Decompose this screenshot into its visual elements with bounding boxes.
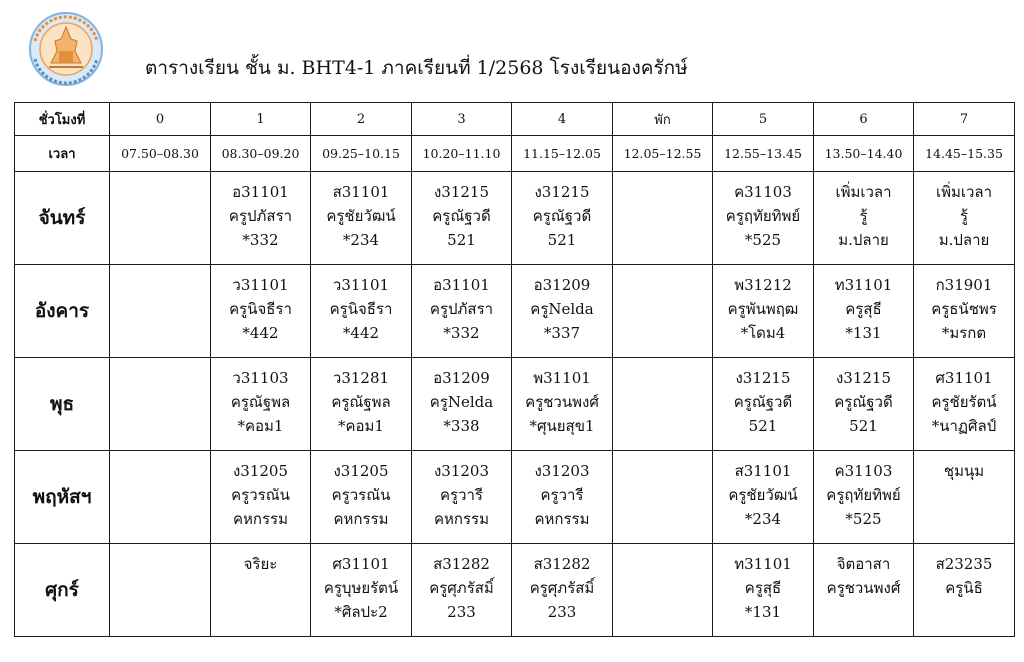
time-slot: 13.50–14.40 (814, 136, 914, 172)
subject-code: ว31101 (232, 276, 289, 294)
cell-content (211, 265, 310, 345)
teacher-name: ครูฤทัยทิพย์ (826, 486, 901, 504)
subject-code: ง31203 (433, 462, 490, 480)
period-number: 4 (512, 103, 613, 136)
subject-code: อ31101 (232, 183, 289, 201)
time-row (15, 136, 1015, 172)
cell-content (110, 172, 210, 180)
subject-code: ค31103 (734, 183, 792, 201)
timetable-cell (110, 544, 211, 637)
day-name: อังคาร (15, 265, 110, 358)
subject-code: อ31101 (433, 276, 490, 294)
timetable-cell (914, 451, 1015, 544)
period-number: 0 (110, 103, 211, 136)
time-slot: 08.30–09.20 (211, 136, 311, 172)
timetable-cell (814, 172, 914, 265)
cell-content (814, 544, 913, 600)
timetable-cell (814, 358, 914, 451)
room-number: *337 (543, 324, 581, 342)
room-number: *131 (744, 603, 782, 621)
room-number: *332 (242, 231, 279, 249)
subject-code: ก31901 (935, 276, 993, 294)
timetable-cell (311, 544, 412, 637)
cell-content (110, 265, 210, 273)
subject-code: ง31205 (232, 462, 289, 480)
teacher-name: ครูวรณัน (331, 486, 391, 504)
subject-code: จริยะ (243, 555, 278, 573)
time-slot: 09.25–10.15 (311, 136, 412, 172)
period-number: 7 (914, 103, 1015, 136)
timetable-cell (110, 358, 211, 451)
room-number: 521 (849, 417, 878, 435)
room-number: 521 (547, 231, 577, 249)
time-slot: 12.05–12.55 (613, 136, 713, 172)
timetable-cell (110, 265, 211, 358)
teacher-name: ครูณัฐวดี (733, 393, 793, 411)
timetable-cell (814, 265, 914, 358)
timetable-cell (713, 544, 814, 637)
teacher-name: ครูฤทัยทิพย์ (725, 207, 801, 225)
cell-content (211, 451, 310, 531)
cell-content (613, 358, 712, 366)
period-label: ชั่วโมงที่ (15, 103, 110, 136)
cell-content (613, 451, 712, 459)
timetable-cell (412, 451, 512, 544)
timetable-cell (311, 265, 412, 358)
room-number: *234 (342, 231, 380, 249)
room-number: *338 (443, 417, 480, 435)
timetable-cell (713, 265, 814, 358)
subject-code: ว31101 (332, 276, 390, 294)
room-number: 233 (447, 603, 476, 621)
timetable-cell (412, 265, 512, 358)
teacher-name: ครูนิจธีรา (329, 300, 393, 318)
subject-code: เพิ่มเวลา (935, 183, 993, 201)
room-number: คหกรรม (433, 510, 489, 528)
cell-content (713, 451, 813, 531)
room-number: *525 (744, 231, 782, 249)
cell-content (110, 544, 210, 552)
teacher-name: ครูนิจธีรา (229, 300, 292, 318)
subject-code: พ31212 (734, 276, 792, 294)
cell-content (713, 358, 813, 438)
subject-code: ชุมนุม (943, 462, 985, 480)
cell-content (914, 544, 1014, 600)
timetable-cell (914, 544, 1015, 637)
subject-code: ว31103 (232, 369, 289, 387)
subject-code: ง31215 (433, 183, 490, 201)
timetable-cell (814, 451, 914, 544)
timetable-cell (211, 451, 311, 544)
cell-content (613, 172, 712, 180)
day-row (15, 172, 1015, 265)
subject-code: ง31215 (835, 369, 892, 387)
teacher-name: ครูปภัสรา (228, 207, 293, 225)
room-number: ม.ปลาย (938, 231, 990, 249)
room-number: *ศิลปะ2 (334, 603, 388, 621)
cell-content (311, 451, 411, 531)
room-number: *442 (242, 324, 279, 342)
subject-code: ท31101 (834, 276, 893, 294)
teacher-name: ครูณัฐวดี (834, 393, 893, 411)
timetable-cell (110, 172, 211, 265)
cell-content (311, 265, 411, 345)
subject-code: ส23235 (935, 555, 993, 573)
room-number: *332 (443, 324, 480, 342)
cell-content (311, 358, 411, 438)
timetable-cell (412, 544, 512, 637)
subject-code: ง31203 (534, 462, 590, 480)
teacher-name: ครูณัฐวดี (532, 207, 592, 225)
subject-code: อ31209 (433, 369, 490, 387)
timetable-cell (914, 172, 1015, 265)
cell-content (110, 358, 210, 366)
timetable-cell (412, 358, 512, 451)
timetable-cell (914, 358, 1015, 451)
cell-content (914, 265, 1014, 345)
time-slot: 07.50–08.30 (110, 136, 211, 172)
teacher-name: ครูศุภรัสมิ์ (429, 579, 494, 597)
timetable-cell (211, 265, 311, 358)
subject-code: ส31282 (433, 555, 490, 573)
time-slot: 10.20–11.10 (412, 136, 512, 172)
teacher-name: ครูวารี (440, 486, 483, 504)
subject-code: พ31101 (533, 369, 591, 387)
school-emblem-icon (21, 11, 111, 87)
teacher-name: ครูชัยวัฒน์ (728, 486, 798, 504)
cell-content (311, 172, 411, 252)
subject-code: ส31101 (734, 462, 792, 480)
room-number: *นาฏศิลป์ (931, 417, 997, 435)
room-number: คหกรรม (333, 510, 389, 528)
teacher-name: ครูณัฐพล (230, 393, 291, 411)
cell-content (713, 544, 813, 624)
cell-content (512, 358, 612, 438)
cell-content (211, 172, 310, 252)
subject-code: ค31103 (834, 462, 893, 480)
teacher-name: ครูบุษยรัตน์ (323, 579, 399, 597)
subject-code: ส31101 (332, 183, 390, 201)
subject-code: จิตอาสา (836, 555, 891, 573)
room-number: 233 (547, 603, 577, 621)
period-number: พัก (613, 103, 713, 136)
timetable-cell (613, 358, 713, 451)
time-label: เวลา (15, 136, 110, 172)
timetable-cell (613, 451, 713, 544)
timetable-cell (512, 172, 613, 265)
room-number: *คอม1 (338, 417, 384, 435)
timetable-cell (713, 358, 814, 451)
cell-content (814, 265, 913, 345)
timetable-cell (512, 265, 613, 358)
cell-content (512, 451, 612, 531)
period-number: 2 (311, 103, 412, 136)
timetable-cell (613, 172, 713, 265)
teacher-name: ครูปภัสรา (429, 300, 494, 318)
cell-content (412, 265, 511, 345)
cell-content (814, 451, 913, 531)
timetable-cell (211, 544, 311, 637)
teacher-name: ครูวรณัน (231, 486, 290, 504)
subject-code: ง31215 (735, 369, 791, 387)
teacher-name: ครูชวนพงศ์ (525, 393, 599, 411)
room-number: 521 (447, 231, 476, 249)
room-number: *มรกต (941, 324, 987, 342)
timetable-cell (211, 358, 311, 451)
room-number: *ศุนยสุข1 (529, 417, 595, 435)
room-number: *442 (342, 324, 380, 342)
time-slot: 14.45–15.35 (914, 136, 1015, 172)
cell-content (311, 544, 411, 624)
day-row (15, 451, 1015, 544)
timetable-cell (311, 451, 412, 544)
period-number: 6 (814, 103, 914, 136)
teacher-name: รู้ (859, 207, 868, 225)
room-number: 521 (748, 417, 778, 435)
cell-content (914, 358, 1014, 438)
period-number: 1 (211, 103, 311, 136)
room-number: *โดม4 (740, 324, 786, 342)
teacher-name: ครูชัยวัฒน์ (326, 207, 396, 225)
teacher-name: ครูนิธิ (945, 579, 983, 597)
page-title: ตารางเรียน ชั้น ม. BHT4-1 ภาคเรียนที่ 1/2568 โรงเรียนองครักษ์ (145, 57, 688, 79)
timetable-cell (814, 544, 914, 637)
cell-content (512, 265, 612, 345)
timetable-cell (412, 172, 512, 265)
timetable-cell (613, 265, 713, 358)
timetable-cell (311, 358, 412, 451)
time-slot: 11.15–12.05 (512, 136, 613, 172)
room-number: *131 (845, 324, 882, 342)
timetable-cell (613, 544, 713, 637)
day-name: พฤหัสฯ (15, 451, 110, 544)
period-number: 3 (412, 103, 512, 136)
timetable-cell (512, 358, 613, 451)
cell-content (814, 358, 913, 438)
timetable-cell (914, 265, 1015, 358)
timetable-cell (311, 172, 412, 265)
cell-content (814, 172, 913, 252)
cell-content (512, 172, 612, 252)
cell-content (211, 544, 310, 576)
room-number: *525 (845, 510, 882, 528)
teacher-name: ครูวารี (540, 486, 584, 504)
timetable-cell (512, 544, 613, 637)
time-slot: 12.55–13.45 (713, 136, 814, 172)
cell-content (613, 265, 712, 273)
day-row (15, 265, 1015, 358)
cell-content (914, 172, 1014, 252)
cell-content (412, 544, 511, 624)
cell-content (713, 265, 813, 345)
room-number: *234 (744, 510, 782, 528)
teacher-name: รู้ (959, 207, 969, 225)
teacher-name: ครูณัฐพล (331, 393, 391, 411)
cell-content (512, 544, 612, 624)
subject-code: อ31209 (533, 276, 591, 294)
subject-code: ง31205 (333, 462, 389, 480)
cell-content (110, 451, 210, 459)
subject-code: ท31101 (734, 555, 792, 573)
day-name: พุธ (15, 358, 110, 451)
cell-content (713, 172, 813, 252)
teacher-name: ครูชัยรัตน์ (931, 393, 997, 411)
period-number: 5 (713, 103, 814, 136)
cell-content (412, 172, 511, 252)
teacher-name: ครูNelda (530, 300, 594, 318)
timetable-cell (211, 172, 311, 265)
cell-content (914, 451, 1014, 483)
day-name: ศุกร์ (15, 544, 110, 637)
subject-code: ศ31101 (332, 555, 390, 573)
timetable (14, 102, 1015, 637)
subject-code: เพิ่มเวลา (835, 183, 892, 201)
timetable-cell (512, 451, 613, 544)
room-number: คหกรรม (534, 510, 590, 528)
day-row (15, 358, 1015, 451)
subject-code: ศ31101 (935, 369, 993, 387)
teacher-name: ครูธนัชพร (931, 300, 997, 318)
cell-content (211, 358, 310, 438)
cell-content (412, 451, 511, 531)
timetable-cell (713, 451, 814, 544)
room-number: ม.ปลาย (838, 231, 889, 249)
day-name: จันทร์ (15, 172, 110, 265)
room-number: *คอม1 (237, 417, 284, 435)
teacher-name: ครูสุธี (744, 579, 782, 597)
subject-code: ง31215 (534, 183, 590, 201)
room-number: คหกรรม (232, 510, 288, 528)
subject-code: ว31281 (332, 369, 390, 387)
subject-code: ส31282 (533, 555, 591, 573)
timetable-cell (713, 172, 814, 265)
teacher-name: ครูสุธี (845, 300, 882, 318)
timetable-cell (110, 451, 211, 544)
period-header-row (15, 103, 1015, 136)
cell-content (613, 544, 712, 552)
day-row (15, 544, 1015, 637)
cell-content (412, 358, 511, 438)
teacher-name: ครูพันพฤฒ (727, 300, 799, 318)
teacher-name: ครูชวนพงศ์ (826, 579, 901, 597)
teacher-name: ครูณัฐวดี (432, 207, 491, 225)
teacher-name: ครูศุภรัสมิ์ (529, 579, 595, 597)
teacher-name: ครูNelda (429, 393, 494, 411)
